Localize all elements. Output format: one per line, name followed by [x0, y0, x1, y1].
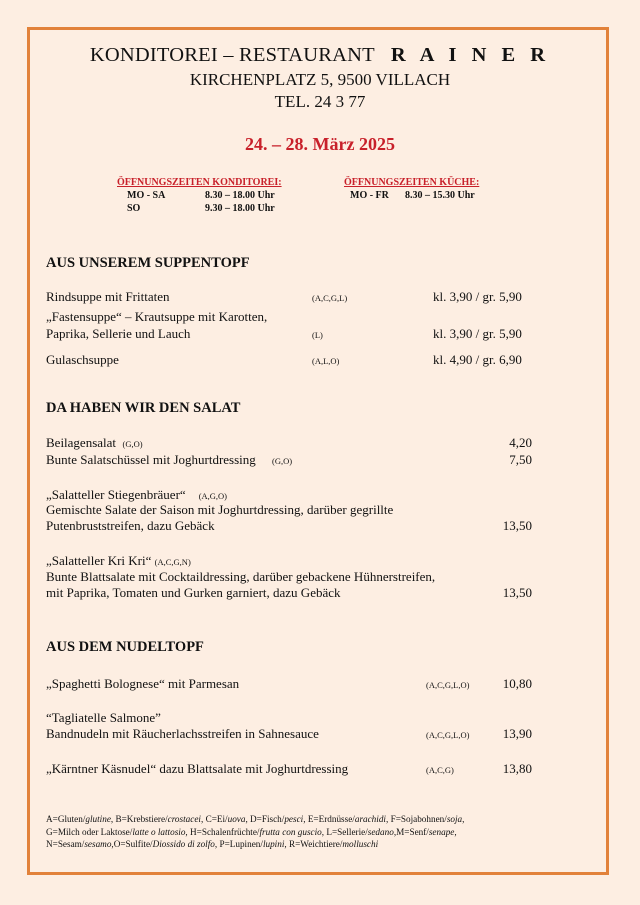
salad-price: 4,20 — [509, 435, 532, 450]
hours-konditorei-days: SO — [127, 203, 141, 214]
salad-name: Bunte Salatschüssel mit Joghurtdressing (G,O) — [46, 452, 293, 467]
noodle-name: „Kärntner Käsnudel“ dazu Blattsalate mit Joghurtdressing — [46, 761, 349, 776]
noodle-name: „Spaghetti Bolognese“ mit Parmesan — [46, 676, 240, 691]
hours-konditorei-time: 8.30 – 18.00 Uhr — [205, 190, 275, 201]
menu-dates: 24. – 28. März 2025 — [245, 134, 395, 154]
salad-allergens: (G,O) — [122, 439, 143, 449]
section-title-soups: AUS UNSEREM SUPPENTOPF — [46, 255, 250, 271]
legend-line: G=Milch oder Laktose/latte o lattosio, H=Schalenfrüchte/frutta con guscio, L=Sellerie/sedano,M=Senf/senape, — [46, 826, 457, 837]
hours-kueche-title: ÖFFNUNGSZEITEN KÜCHE: — [344, 177, 480, 188]
soup-allergens: (L) — [312, 330, 323, 340]
salad-price: 13,50 — [502, 585, 532, 600]
salad-name: „Salatteller Kri Kri“ (A,C,G,N) — [46, 553, 191, 568]
noodle-name: “Tagliatelle Salmone” — [46, 710, 161, 725]
noodle-description: Bandnudeln mit Räucherlachsstreifen in Sahnesauce — [46, 726, 319, 741]
salad-description: mit Paprika, Tomaten und Gurken garniert, dazu Gebäck — [46, 585, 341, 600]
soup-price: kl. 3,90 / gr. 5,90 — [433, 326, 522, 341]
salad-allergens: (A,G,O) — [198, 491, 228, 501]
hours-kueche-days: MO - FR — [350, 190, 389, 201]
noodle-allergens: (A,C,G,L,O) — [426, 730, 470, 740]
soup-name: Gulaschsuppe — [46, 352, 119, 367]
phone-number: TEL. 24 3 77 — [274, 92, 366, 111]
soup-price: kl. 3,90 / gr. 5,90 — [433, 289, 522, 304]
address: KIRCHENPLATZ 5, 9500 VILLACH — [189, 70, 451, 89]
noodle-price: 10,80 — [502, 676, 532, 691]
salad-name: Beilagensalat (G,O) — [46, 435, 143, 450]
noodle-price: 13,80 — [502, 761, 532, 776]
salad-allergens: (G,O) — [272, 456, 293, 466]
noodle-allergens: (A,C,G,L,O) — [426, 680, 470, 690]
section-title-salads: DA HABEN WIR DEN SALAT — [46, 400, 241, 416]
soup-name-line2: Paprika, Sellerie und Lauch — [46, 326, 191, 341]
legend-line: N=Sesam/sesamo,O=Sulfite/Diossido di zolfo, P=Lupinen/lupini, R=Weichtiere/molluschi — [46, 839, 379, 849]
salad-description: Gemischte Salate der Saison mit Joghurtdressing, darüber gegrillte — [46, 502, 394, 517]
soup-price: kl. 4,90 / gr. 6,90 — [433, 352, 522, 367]
allergen-legend — [46, 813, 464, 851]
hours-konditorei-days: MO - SA — [127, 190, 166, 201]
section-title-noodles: AUS DEM NUDELTOPF — [46, 639, 204, 655]
salad-name: „Salatteller Stiegenbräuer“ (A,G,O) — [46, 487, 228, 502]
salad-allergens: (A,C,G,N) — [154, 557, 191, 567]
salad-description: Putenbruststreifen, dazu Gebäck — [46, 518, 215, 533]
salad-description: Bunte Blattsalate mit Cocktaildressing, darüber gebackene Hühnerstreifen, — [46, 569, 436, 584]
salad-price: 7,50 — [509, 452, 532, 467]
noodle-allergens: (A,C,G) — [426, 765, 454, 775]
legend-line: A=Gluten/glutine, B=Krebstiere/crostacei, C=Ei/uova, D=Fisch/pesci, E=Erdnüsse/arachidi, F=Sojabohnen/soja, — [46, 814, 465, 824]
hours-kueche-time: 8.30 – 15.30 Uhr — [405, 190, 475, 201]
hours-konditorei-title: ÖFFNUNGSZEITEN KONDITOREI: — [117, 177, 282, 188]
soup-allergens: (A,L,O) — [312, 356, 340, 366]
salad-price: 13,50 — [502, 518, 532, 533]
soup-allergens: (A,C,G,L) — [312, 293, 348, 303]
restaurant-title: KONDITOREI – RESTAURANT R A I N E R — [89, 44, 551, 66]
soup-name: Rindsuppe mit Frittaten — [46, 289, 170, 304]
hours-konditorei-time: 9.30 – 18.00 Uhr — [205, 203, 275, 214]
soup-name: „Fastensuppe“ – Krautsuppe mit Karotten, — [46, 309, 268, 324]
noodle-price: 13,90 — [502, 726, 532, 741]
